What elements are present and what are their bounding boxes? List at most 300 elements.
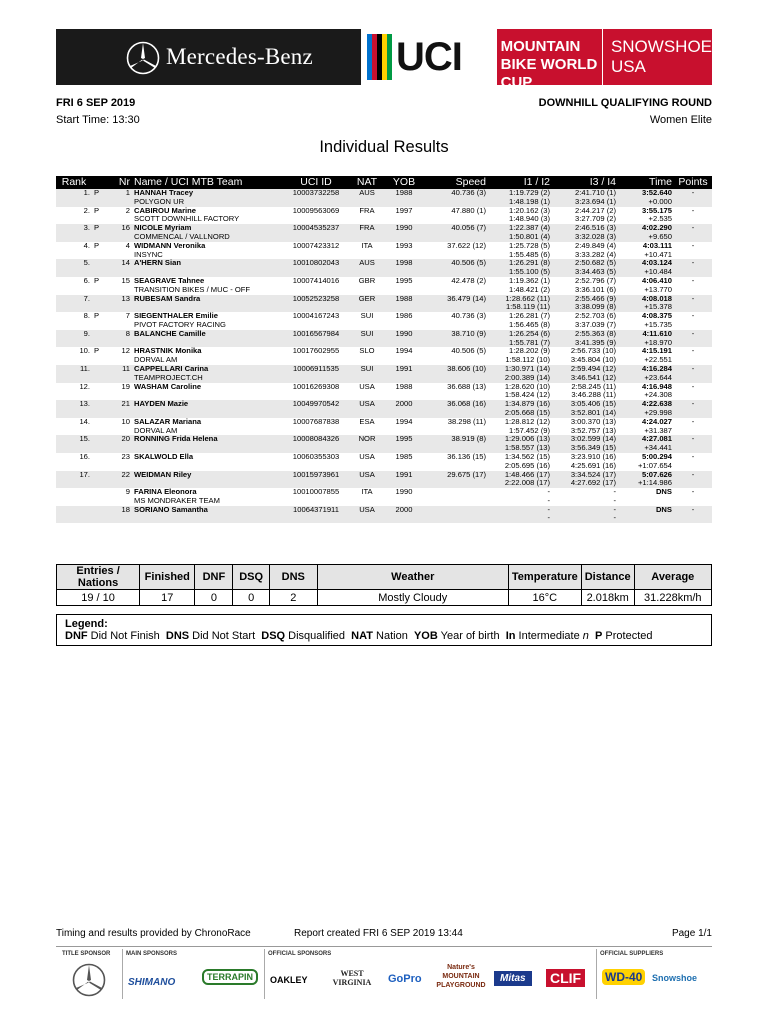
speed: 38.298 (11) xyxy=(447,416,486,426)
mercedes-benz-logo xyxy=(56,29,361,85)
rider-name: WEIDMAN Riley xyxy=(132,471,284,480)
sponsor-bar xyxy=(56,946,712,1004)
intermediate-1: - xyxy=(547,487,550,497)
protected-flag xyxy=(92,400,112,409)
legend-text: Intermediate xyxy=(518,630,580,642)
rider-name: HAYDEN Mazie xyxy=(132,400,284,409)
shimano-logo: SHIMANO xyxy=(128,977,176,988)
time-gap: +0.000 xyxy=(618,198,674,207)
summary-header-row xyxy=(57,565,712,590)
time-gap: +9.650 xyxy=(618,233,674,242)
intermediate-3: 2:41.710 (1) xyxy=(552,189,618,198)
year-of-birth: 2000 xyxy=(386,400,422,409)
intermediate-1: 1:19.362 (1) xyxy=(509,275,550,285)
nation: NOR xyxy=(348,435,386,444)
summary-value-row xyxy=(57,590,712,606)
rider-name: FARINA Eleonora xyxy=(134,487,197,497)
intermediate-1: 1:20.162 (3) xyxy=(509,205,550,215)
dnf-count: 0 xyxy=(195,590,233,606)
col-name: Name / UCI MTB Team xyxy=(132,176,284,189)
rank-cell: 9. xyxy=(56,330,92,339)
nation: FRA xyxy=(359,205,375,215)
intermediate-4: 3:23.694 (1) xyxy=(552,198,618,207)
intermediate-3: - xyxy=(613,487,616,497)
nation: SUI xyxy=(360,311,374,321)
intermediate-2: 1:48.421 (2) xyxy=(509,284,550,294)
time-gap: +1:14.986 xyxy=(618,479,674,488)
rank-cell: 8. xyxy=(83,311,90,321)
time-gap: +22.551 xyxy=(644,355,672,365)
intermediate-4: 3:45.804 (10) xyxy=(570,355,616,365)
rank-cell: 16. xyxy=(79,451,90,461)
year-of-birth: 1988 xyxy=(386,189,422,198)
year-of-birth: 2000 xyxy=(386,506,422,515)
points: - xyxy=(691,275,695,285)
bib-number: 18 xyxy=(112,506,132,515)
series-name: MOUNTAIN BIKE WORLD CUP xyxy=(497,29,602,85)
intermediate-3: 2:44.217 (2) xyxy=(575,205,616,215)
rank-cell xyxy=(56,506,92,515)
intermediate-2: 1:55.100 (5) xyxy=(488,268,552,277)
points: - xyxy=(674,224,712,233)
intermediate-2: 1:55.485 (6) xyxy=(509,249,550,259)
rank-cell: 3. xyxy=(56,224,92,233)
protected-flag: P xyxy=(94,311,100,321)
speed: 29.675 (17) xyxy=(422,471,488,480)
team-name xyxy=(132,514,284,523)
nation: AUS xyxy=(348,259,386,268)
points: - xyxy=(674,365,712,374)
finish-time: DNS xyxy=(655,487,672,497)
uci-id: 10004167243 xyxy=(292,311,340,321)
legend-abbr: n xyxy=(582,630,589,642)
rider-name: BALANCHE Camille xyxy=(132,330,284,339)
protected-flag xyxy=(92,435,112,444)
legend-text: Did Not Start xyxy=(192,630,256,642)
intermediate-4: 3:46.541 (12) xyxy=(552,374,618,383)
finish-time: 4:03.124 xyxy=(618,259,674,268)
nation: AUS xyxy=(348,189,386,198)
uci-id: 10064371911 xyxy=(284,506,348,515)
nation: GER xyxy=(348,295,386,304)
protected-flag xyxy=(92,506,112,515)
col-nr: Nr xyxy=(112,176,132,189)
uci-id: 10049970542 xyxy=(284,400,348,409)
protected-flag: P xyxy=(92,224,112,233)
weather: Mostly Cloudy xyxy=(317,590,508,606)
gopro-logo: GoPro xyxy=(388,973,422,985)
bib-number: 14 xyxy=(112,259,132,268)
intermediate-2: 1:48.198 (1) xyxy=(488,198,552,207)
points: - xyxy=(674,259,712,268)
time-gap: +29.998 xyxy=(618,409,674,418)
rider-name: RONNING Frida Helena xyxy=(132,435,284,444)
finish-time: DNS xyxy=(618,506,674,515)
legend-text: Did Not Finish xyxy=(90,630,160,642)
start-time: Start Time: 13:30 xyxy=(56,114,140,126)
intermediate-4: 3:32.028 (3) xyxy=(552,233,618,242)
time-gap: +1:07.654 xyxy=(638,460,672,470)
bib-number: 20 xyxy=(112,435,132,444)
protected-flag xyxy=(92,383,112,392)
intermediate-3: 2:58.245 (11) xyxy=(571,381,616,391)
legend-text: Nation xyxy=(376,630,408,642)
points: - xyxy=(674,471,712,480)
finish-time: 4:02.290 xyxy=(618,224,674,233)
uci-logo xyxy=(361,29,497,85)
rider-name: SKALWOLD Ella xyxy=(134,451,194,461)
finish-time: 4:24.027 xyxy=(642,416,672,426)
protected-flag: P xyxy=(94,240,100,250)
wd40-logo: WD-40 xyxy=(602,969,645,985)
intermediate-4: 3:38.099 (8) xyxy=(552,303,618,312)
finish-time: 4:16.948 xyxy=(642,381,672,391)
legend-abbr: In xyxy=(505,630,516,642)
uci-id: 10009563069 xyxy=(292,205,340,215)
legend-abbr: NAT xyxy=(351,630,373,642)
rank-cell: 4. xyxy=(83,240,90,250)
intermediate-3: 2:55.363 (8) xyxy=(552,330,618,339)
team-name: INSYNC xyxy=(134,249,163,259)
protected-flag xyxy=(92,365,112,374)
intermediate-1: - xyxy=(488,506,552,515)
protected-flag xyxy=(92,471,112,480)
protected-flag xyxy=(92,330,112,339)
nation: SUI xyxy=(348,330,386,339)
year-of-birth: 1986 xyxy=(395,311,413,321)
uci-id: 10010802043 xyxy=(284,259,348,268)
speed: 36.136 (15) xyxy=(447,451,486,461)
finish-time: 4:08.375 xyxy=(642,311,672,321)
intermediate-4: 3:37.039 (7) xyxy=(575,319,616,329)
intermediate-4: 3:34.463 (5) xyxy=(552,268,618,277)
team-name: DORVAL AM xyxy=(134,355,178,365)
uci-stripes xyxy=(367,34,392,80)
team-name: TRANSITION BIKES / MUC - OFF xyxy=(134,284,251,294)
rider-name: A'HERN Sian xyxy=(132,259,284,268)
intermediate-3: 3:02.599 (14) xyxy=(552,435,618,444)
intermediate-4: 3:33.282 (4) xyxy=(575,249,616,259)
nation: USA xyxy=(348,400,386,409)
temperature: 16°C xyxy=(508,590,581,606)
points: - xyxy=(691,346,695,356)
speed: 47.880 (1) xyxy=(451,205,486,215)
nation: ITA xyxy=(361,240,373,250)
bib-number: 23 xyxy=(121,451,130,461)
year-of-birth: 1991 xyxy=(386,471,422,480)
bib-number: 2 xyxy=(125,205,130,215)
bib-number: 13 xyxy=(112,295,132,304)
uci-id: 10052523258 xyxy=(284,295,348,304)
finish-time: 4:16.284 xyxy=(618,365,674,374)
rider-name: SALAZAR Mariana xyxy=(134,416,202,426)
legend-items xyxy=(65,630,703,642)
uci-id: 10003732258 xyxy=(284,189,348,198)
protected-flag: P xyxy=(94,205,100,215)
summary-header: DNF xyxy=(195,565,233,590)
speed: 36.479 (14) xyxy=(422,295,488,304)
rank-cell: 11. xyxy=(56,365,92,374)
intermediate-3: 2:49.849 (4) xyxy=(575,240,616,250)
bib-number: 8 xyxy=(112,330,132,339)
venue-name: SNOWSHOE USA xyxy=(602,29,712,85)
intermediate-2: 1:58.112 (10) xyxy=(505,355,550,365)
intermediate-2: 2:00.389 (14) xyxy=(488,374,552,383)
rider-name: CABIROU Marine xyxy=(134,205,197,215)
summary-header: DNS xyxy=(269,565,317,590)
points: - xyxy=(674,506,712,515)
finish-time: 3:52.640 xyxy=(618,189,674,198)
speed: 38.919 (8) xyxy=(422,435,488,444)
time-gap: +34.441 xyxy=(618,444,674,453)
points: - xyxy=(691,311,695,321)
legend-abbr: P xyxy=(595,630,603,642)
intermediate-1: 1:48.466 (17) xyxy=(488,471,552,480)
uci-id: 10060355303 xyxy=(292,451,340,461)
finished-count: 17 xyxy=(140,590,195,606)
summary-header: Weather xyxy=(317,565,508,590)
speed: 42.478 (2) xyxy=(451,275,486,285)
nation: ITA xyxy=(361,487,373,497)
col-speed: Speed xyxy=(422,176,488,189)
intermediate-2: 2:05.695 (16) xyxy=(504,460,550,470)
year-of-birth: 1988 xyxy=(386,295,422,304)
year-of-birth: 1998 xyxy=(386,259,422,268)
rider-name: WASHAM Caroline xyxy=(134,381,202,391)
year-of-birth: 1994 xyxy=(395,346,413,356)
points: - xyxy=(691,240,695,250)
year-of-birth: 1985 xyxy=(395,451,413,461)
intermediate-3: 2:52.703 (6) xyxy=(575,311,616,321)
intermediate-4: 3:41.395 (9) xyxy=(552,339,618,348)
year-of-birth: 1990 xyxy=(386,224,422,233)
year-of-birth: 1988 xyxy=(395,381,413,391)
clif-logo: CLIF xyxy=(546,969,585,987)
uci-id: 10017602955 xyxy=(292,346,340,356)
col-i1-i2: I1 / I2 xyxy=(488,176,552,189)
time-gap: +13.770 xyxy=(644,284,672,294)
intermediate-3: - xyxy=(552,506,618,515)
team-name: TEAMPROJECT.CH xyxy=(132,374,284,383)
col-uci-id: UCI ID xyxy=(284,176,348,189)
intermediate-2: 1:58.119 (11) xyxy=(488,303,552,312)
uci-id: 10010007855 xyxy=(292,487,340,497)
intermediate-4: 3:27.709 (2) xyxy=(575,214,616,224)
uci-id: 10007687838 xyxy=(292,416,340,426)
bib-number: 11 xyxy=(112,365,132,374)
uci-id: 10015973961 xyxy=(284,471,348,480)
terrapin-logo: TERRAPIN xyxy=(202,969,258,985)
protected-flag: P xyxy=(94,346,100,356)
intermediate-3: 2:52.796 (7) xyxy=(575,275,616,285)
intermediate-1: 1:29.006 (13) xyxy=(488,435,552,444)
intermediate-4: 3:56.349 (15) xyxy=(552,444,618,453)
nation: USA xyxy=(359,381,375,391)
points: - xyxy=(674,435,712,444)
intermediate-3: 3:00.370 (13) xyxy=(570,416,616,426)
legend-abbr: YOB xyxy=(413,630,438,642)
distance: 2.018km xyxy=(581,590,634,606)
intermediate-1: 1:26.254 (6) xyxy=(488,330,552,339)
intermediate-1: 1:26.281 (7) xyxy=(509,311,550,321)
nation: FRA xyxy=(348,224,386,233)
rider-name: HANNAH Tracey xyxy=(132,189,284,198)
bib-number: 15 xyxy=(121,275,130,285)
col-i3-i4: I3 / I4 xyxy=(552,176,618,189)
intermediate-1: 1:28.620 (10) xyxy=(504,381,550,391)
intermediate-2: 1:50.801 (4) xyxy=(488,233,552,242)
rank-cell: 2. xyxy=(83,205,90,215)
intermediate-3: 3:23.910 (16) xyxy=(570,451,616,461)
intermediate-1: 1:19.729 (2) xyxy=(488,189,552,198)
protected-flag xyxy=(92,453,112,462)
finish-time: 4:08.018 xyxy=(618,295,674,304)
mitas-logo: Mitas xyxy=(494,971,532,986)
speed xyxy=(422,488,488,497)
time-gap: +15.378 xyxy=(618,303,674,312)
legend-text: Protected xyxy=(605,630,653,642)
bib-number: 16 xyxy=(112,224,132,233)
speed: 36.068 (16) xyxy=(422,400,488,409)
rank-cell: 10. xyxy=(79,346,90,356)
intermediate-4: 3:36.101 (6) xyxy=(575,284,616,294)
team-name: PIVOT FACTORY RACING xyxy=(134,319,226,329)
nation: USA xyxy=(348,506,386,515)
uci-id: 10006911535 xyxy=(284,365,348,374)
protected-flag: P xyxy=(94,275,100,285)
summary-table xyxy=(56,564,712,606)
intermediate-4: - xyxy=(613,495,616,505)
speed: 40.506 (5) xyxy=(422,259,488,268)
entries-nations: 19 / 10 xyxy=(57,590,140,606)
rider-name: SIEGENTHALER Emilie xyxy=(134,311,218,321)
speed: 40.736 (3) xyxy=(422,189,488,198)
finish-time: 4:22.638 xyxy=(618,400,674,409)
time-gap: +24.308 xyxy=(644,390,672,400)
protected-flag xyxy=(92,259,112,268)
category: Women Elite xyxy=(649,114,712,126)
points: - xyxy=(691,205,695,215)
time-gap: +18.970 xyxy=(618,339,674,348)
average-speed: 31.228km/h xyxy=(634,590,711,606)
bib-number: 22 xyxy=(112,471,132,480)
intermediate-3: 2:50.682 (5) xyxy=(552,259,618,268)
summary-header: Finished xyxy=(140,565,195,590)
speed: 40.056 (7) xyxy=(422,224,488,233)
intermediate-1: 1:28.662 (11) xyxy=(488,295,552,304)
intermediate-3: 2:55.466 (9) xyxy=(552,295,618,304)
points: - xyxy=(674,189,712,198)
legend-title: Legend: xyxy=(65,618,108,630)
event-date: FRI 6 SEP 2019 xyxy=(56,97,136,109)
legend-text: Disqualified xyxy=(288,630,346,642)
intermediate-3: 2:46.516 (3) xyxy=(552,224,618,233)
protected-flag xyxy=(92,488,112,497)
rider-name: CAPPELLARI Carina xyxy=(132,365,284,374)
intermediate-2: - xyxy=(488,514,552,523)
intermediate-1: 1:30.971 (14) xyxy=(488,365,552,374)
bib-number: 9 xyxy=(125,487,130,497)
year-of-birth: 1993 xyxy=(395,240,413,250)
intermediate-1: 1:34.562 (15) xyxy=(504,451,550,461)
report-created: Report created FRI 6 SEP 2019 13:44 xyxy=(294,928,463,939)
rank-cell: 5. xyxy=(56,259,92,268)
speed: 38.710 (9) xyxy=(422,330,488,339)
snowshoe-logo: Snowshoe xyxy=(652,973,698,983)
rank-cell: 12. xyxy=(79,381,90,391)
rank-cell: 17. xyxy=(56,471,92,480)
finish-time: 4:03.111 xyxy=(642,240,672,250)
col-points: Points xyxy=(674,176,712,189)
protected-flag: P xyxy=(92,189,112,198)
col-time: Time xyxy=(618,176,674,189)
bib-number: 7 xyxy=(125,311,130,321)
rider-name: SORIANO Samantha xyxy=(132,506,284,515)
nation: SLO xyxy=(359,346,375,356)
time-gap xyxy=(618,514,674,523)
legend-abbr: DNS xyxy=(165,630,190,642)
team-name: POLYGON UR xyxy=(132,198,284,207)
intermediate-4: - xyxy=(552,514,618,523)
bib-number: 21 xyxy=(112,400,132,409)
legend-box xyxy=(56,614,712,646)
intermediate-4: 4:27.692 (17) xyxy=(552,479,618,488)
table-row-sub xyxy=(56,514,712,523)
team-name: MS MONDRAKER TEAM xyxy=(134,495,220,505)
page-title: Individual Results xyxy=(319,138,449,156)
speed xyxy=(422,506,488,515)
uci-id: 10007423312 xyxy=(292,240,340,250)
intermediate-1: 1:28.202 (9) xyxy=(509,346,550,356)
nation: SUI xyxy=(348,365,386,374)
legend-text: Year of birth xyxy=(440,630,500,642)
rider-name: NICOLE Myriam xyxy=(132,224,284,233)
year-of-birth: 1995 xyxy=(395,275,413,285)
intermediate-1: 1:28.812 (12) xyxy=(504,416,550,426)
time-gap: +2.535 xyxy=(648,214,672,224)
year-of-birth: 1995 xyxy=(386,435,422,444)
year-of-birth: 1997 xyxy=(395,205,413,215)
summary-header: DSQ xyxy=(233,565,270,590)
uci-id: 10004535237 xyxy=(284,224,348,233)
dns-count: 2 xyxy=(269,590,317,606)
intermediate-2: 1:57.452 (9) xyxy=(509,425,550,435)
intermediate-2: 1:48.940 (3) xyxy=(509,214,550,224)
rank-cell: 6. xyxy=(83,275,90,285)
page-number: Page 1/1 xyxy=(671,928,712,939)
nation: USA xyxy=(359,451,375,461)
intermediate-4: 3:46.288 (11) xyxy=(571,390,616,400)
results-table xyxy=(56,176,712,523)
header-banner xyxy=(56,29,712,91)
legend-abbr: DNF xyxy=(65,630,88,642)
team-name: COMMENCAL / VALLNORD xyxy=(132,233,284,242)
intermediate-3: 3:34.524 (17) xyxy=(552,471,618,480)
summary-header: Distance xyxy=(581,565,634,590)
bib-number: 1 xyxy=(112,189,132,198)
nation: ESA xyxy=(359,416,375,426)
uci-id: 10016567984 xyxy=(284,330,348,339)
team-name: DORVAL AM xyxy=(134,425,178,435)
rider-name: HRASTNIK Monika xyxy=(134,346,202,356)
intermediate-3: 2:56.733 (10) xyxy=(570,346,616,356)
official-suppliers-label: OFFICIAL SUPPLIERS xyxy=(600,951,664,957)
time-gap: +10.471 xyxy=(644,249,672,259)
summary-header: Entries / Nations xyxy=(57,565,140,590)
rank-cell: 15. xyxy=(56,435,92,444)
speed: 36.688 (13) xyxy=(447,381,486,391)
rank-cell: 14. xyxy=(79,416,90,426)
